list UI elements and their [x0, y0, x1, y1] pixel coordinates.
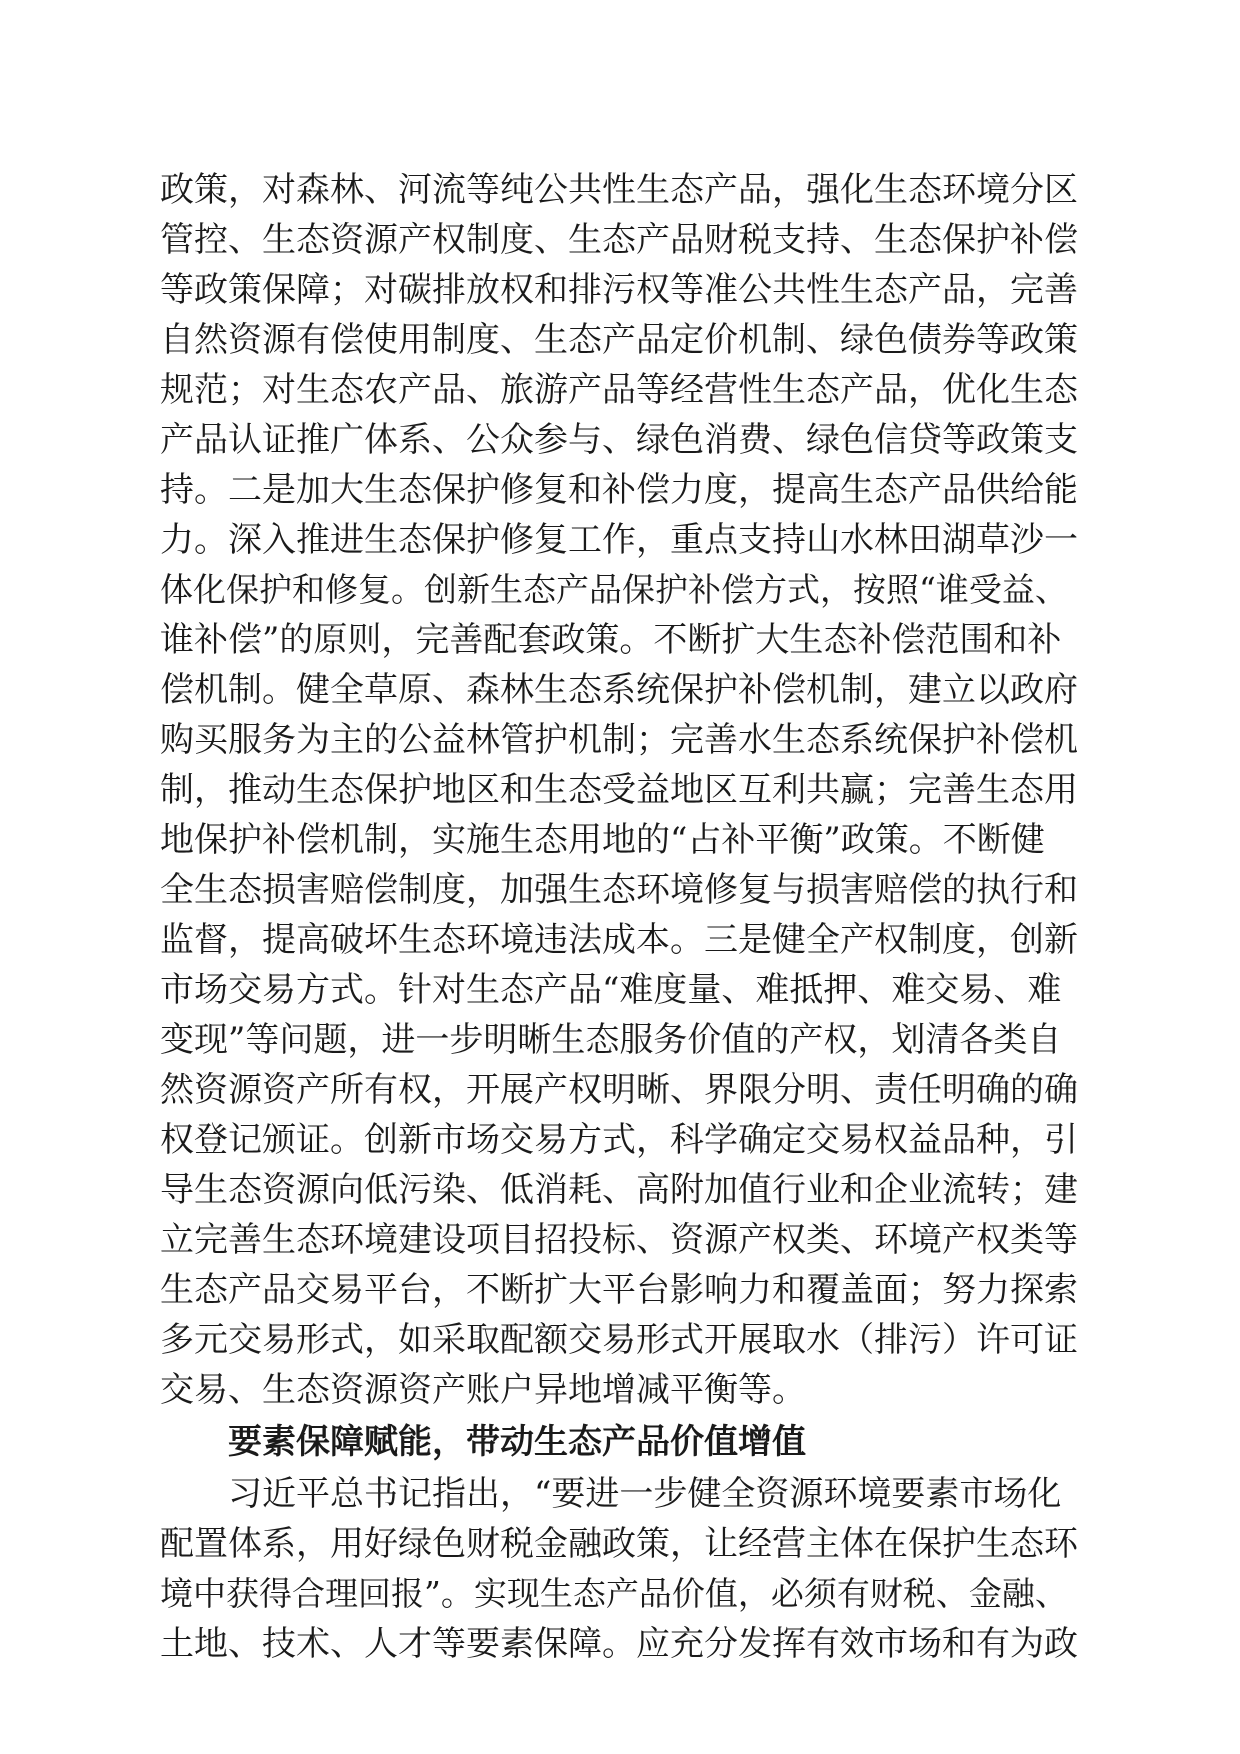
body-line: 然资源资产所有权，开展产权明晰、界限分明、责任明确的确 [160, 1070, 1078, 1110]
body-line: 购买服务为主的公益林管护机制；完善水生态系统保护补偿机 [160, 720, 1078, 760]
body-line: 权登记颁证。创新市场交易方式，科学确定交易权益品种，引 [160, 1120, 1078, 1160]
body-line: 制，推动生态保护地区和生态受益地区互利共赢；完善生态用 [160, 770, 1078, 810]
body-line: 习近平总书记指出，“要进一步健全资源环境要素市场化 [228, 1474, 1062, 1514]
body-line: 土地、技术、人才等要素保障。应充分发挥有效市场和有为政 [160, 1624, 1078, 1664]
body-line: 管控、生态资源产权制度、生态产品财税支持、生态保护补偿 [160, 220, 1078, 260]
body-line: 境中获得合理回报”。实现生态产品价值，必须有财税、金融、 [160, 1574, 1068, 1613]
body-line: 配置体系，用好绿色财税金融政策，让经营主体在保护生态环 [160, 1524, 1078, 1564]
body-line: 地保护补偿机制，实施生态用地的“占补平衡”政策。不断健 [160, 820, 1045, 860]
body-line: 等政策保障；对碳排放权和排污权等准公共性生态产品，完善 [160, 270, 1078, 310]
section-heading: 要素保障赋能，带动生态产品价值增值 [228, 1422, 806, 1462]
body-line: 立完善生态环境建设项目招投标、资源产权类、环境产权类等 [160, 1220, 1078, 1260]
body-line: 全生态损害赔偿制度，加强生态环境修复与损害赔偿的执行和 [160, 870, 1078, 910]
body-line: 产品认证推广体系、公众参与、绿色消费、绿色信贷等政策支 [160, 420, 1078, 460]
body-line: 政策，对森林、河流等纯公共性生态产品，强化生态环境分区 [160, 170, 1078, 210]
body-line: 规范；对生态农产品、旅游产品等经营性生态产品，优化生态 [160, 370, 1078, 410]
body-line: 谁补偿”的原则，完善配套政策。不断扩大生态补偿范围和补 [160, 620, 1062, 660]
body-line: 偿机制。健全草原、森林生态系统保护补偿机制，建立以政府 [160, 670, 1078, 710]
body-line: 交易、生态资源资产账户异地增减平衡等。 [160, 1370, 806, 1410]
body-line: 多元交易形式，如采取配额交易形式开展取水（排污）许可证 [160, 1320, 1078, 1360]
body-line: 生态产品交易平台，不断扩大平台影响力和覆盖面；努力探索 [160, 1270, 1078, 1310]
body-line: 变现”等问题，进一步明晰生态服务价值的产权，划清各类自 [160, 1020, 1062, 1060]
body-line: 自然资源有偿使用制度、生态产品定价机制、绿色债券等政策 [160, 320, 1078, 360]
body-line: 力。深入推进生态保护修复工作，重点支持山水林田湖草沙一 [160, 520, 1078, 560]
body-line: 市场交易方式。针对生态产品“难度量、难抵押、难交易、难 [160, 970, 1062, 1010]
body-line: 监督，提高破坏生态环境违法成本。三是健全产权制度，创新 [160, 920, 1078, 960]
body-line: 体化保护和修复。创新生态产品保护补偿方式，按照“谁受益、 [160, 570, 1068, 609]
body-line: 导生态资源向低污染、低消耗、高附加值行业和企业流转；建 [160, 1170, 1078, 1210]
body-line: 持。二是加大生态保护修复和补偿力度，提高生态产品供给能 [160, 470, 1078, 510]
